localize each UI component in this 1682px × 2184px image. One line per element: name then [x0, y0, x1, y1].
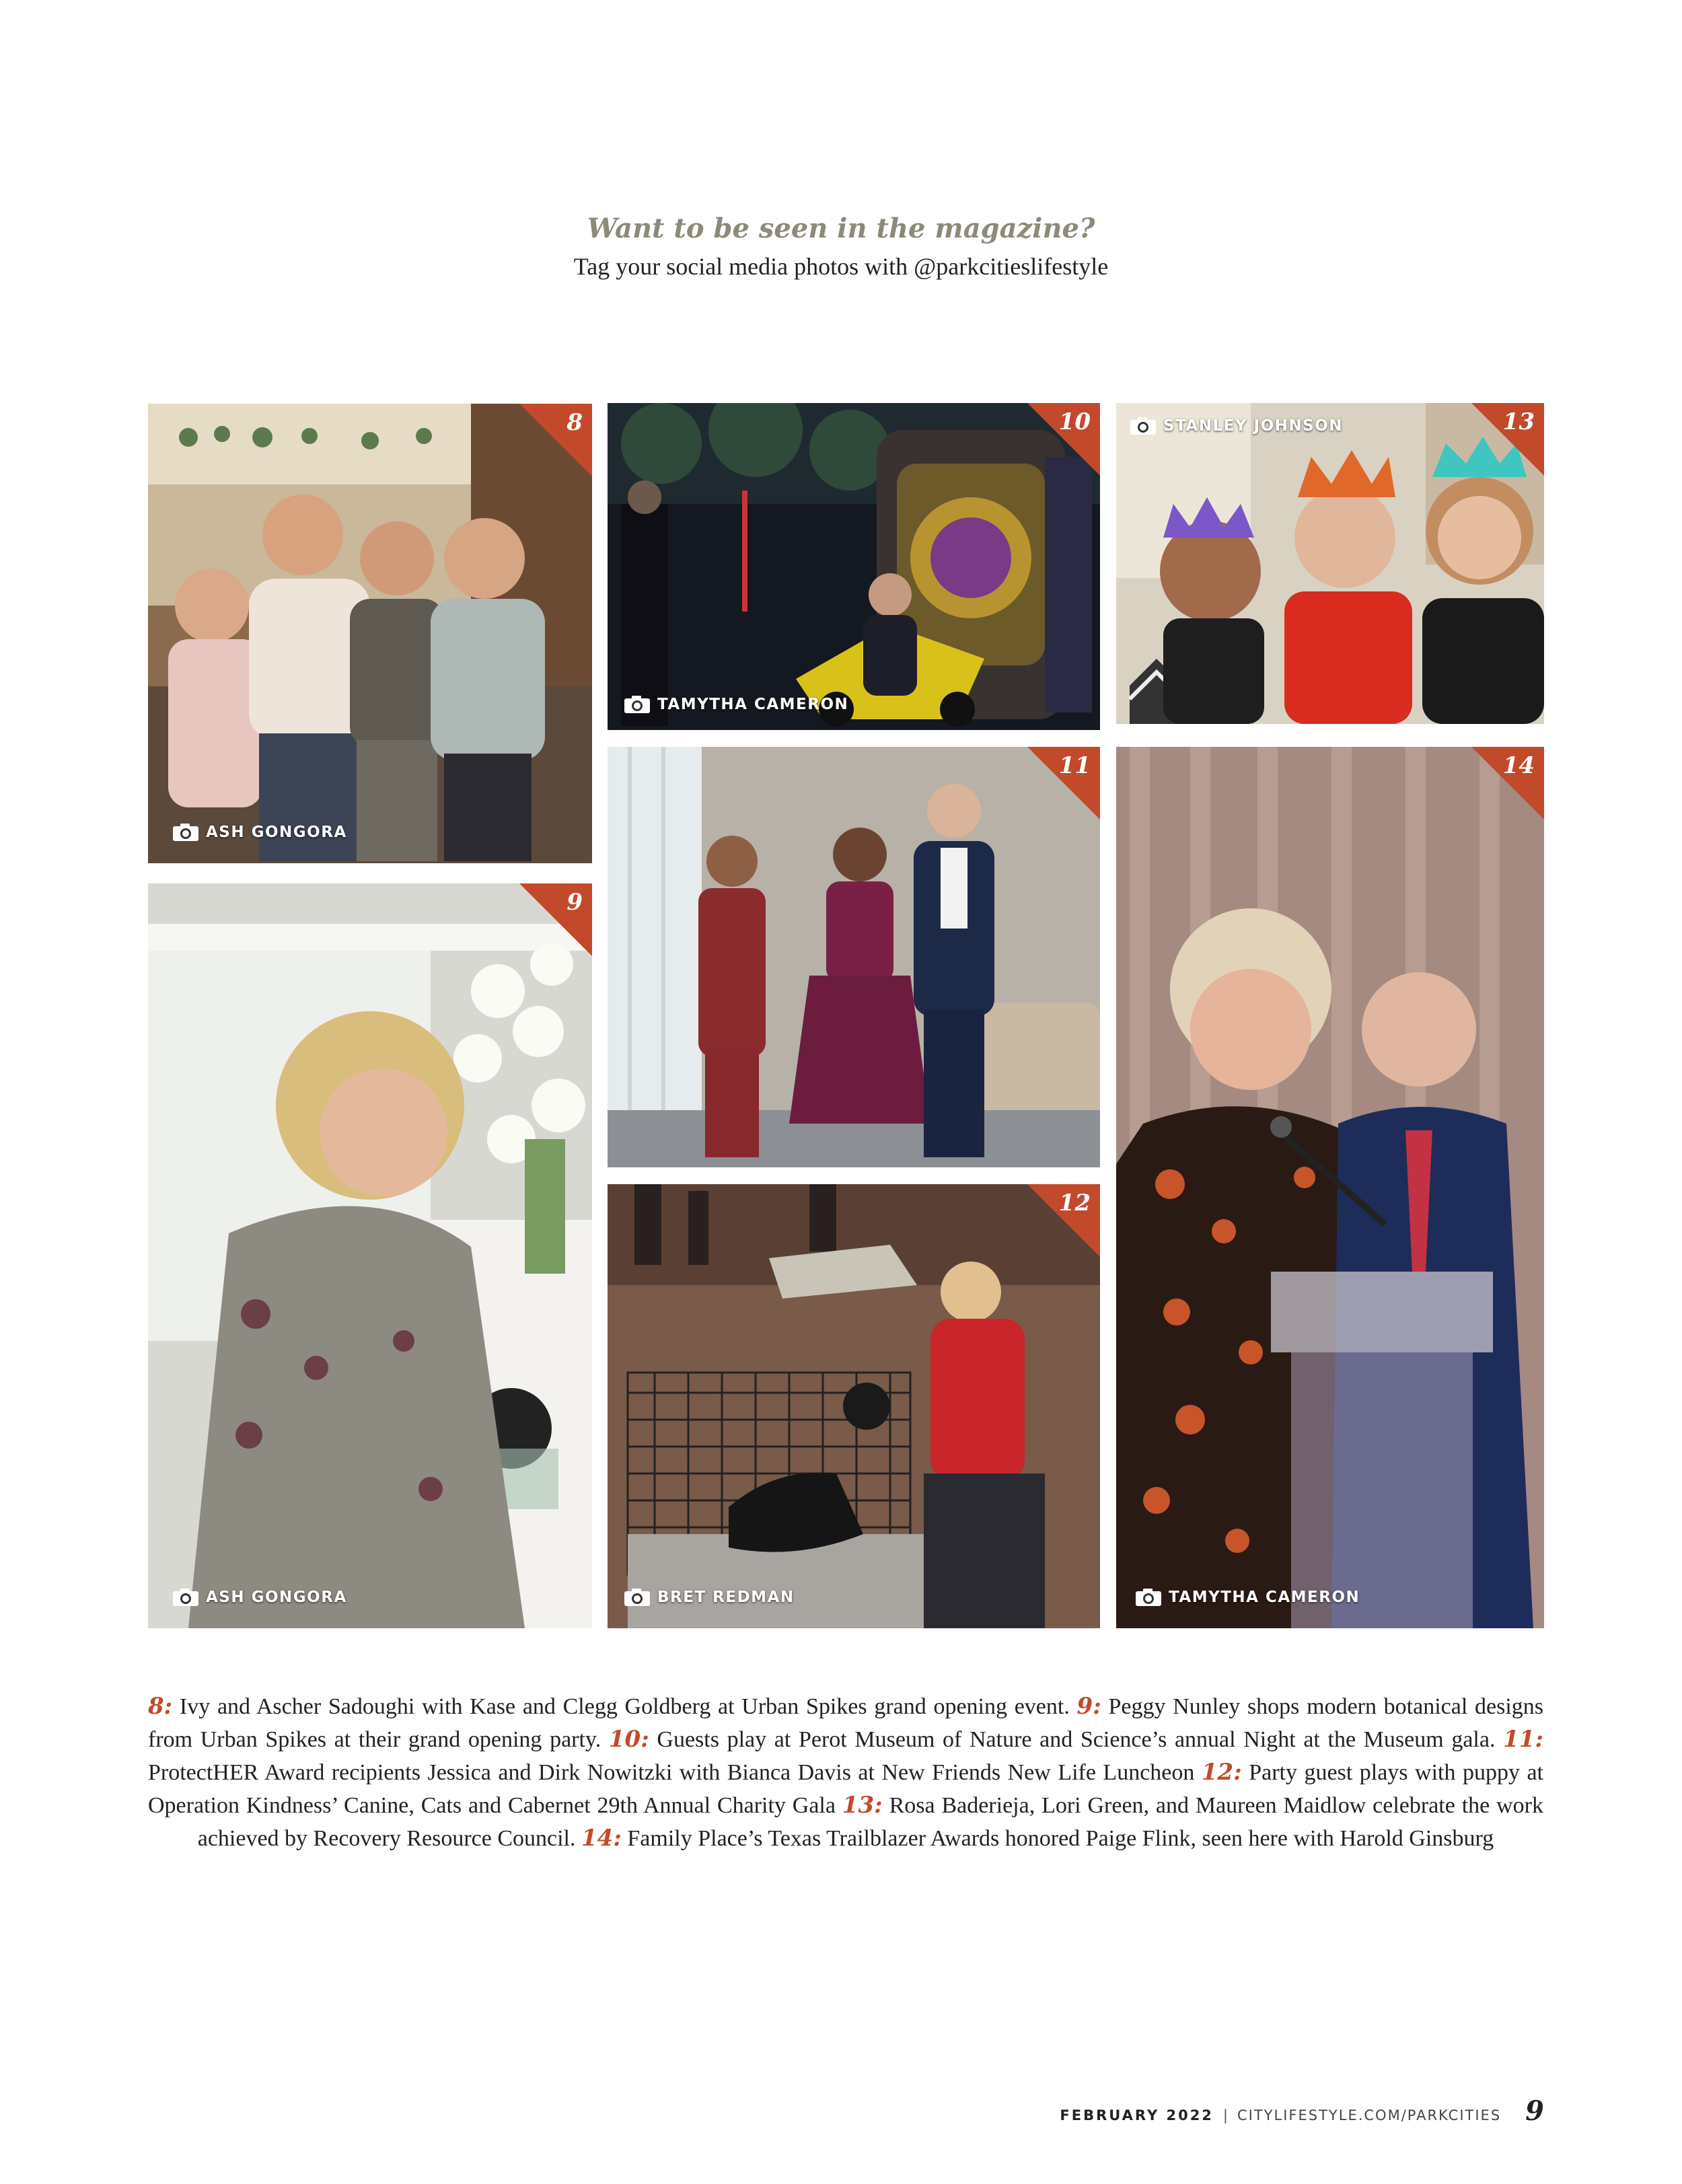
photo-13-credit-text: STANLEY JOHNSON — [1163, 417, 1344, 435]
photo-8-credit-text: ASH GONGORA — [206, 824, 347, 841]
caption-label-11: 11: — [1503, 1726, 1543, 1753]
caption-text-9: Peggy Nunley shops modern botanical designs from Urban Spikes at their grand opening party. — [148, 1694, 1543, 1752]
website-url[interactable]: CITYLIFESTYLE.COM/PARKCITIES — [1237, 2107, 1502, 2123]
camera-icon — [172, 823, 199, 842]
caption-text-14: Family Place’s Texas Trailblazer Awards honored Paige Flink, seen here with Harold Ginsburg — [621, 1826, 1494, 1851]
caption-label-8: 8: — [148, 1693, 173, 1720]
photo-10-image — [608, 403, 1100, 730]
photo-9 — [148, 883, 592, 1628]
photo-13-credit — [1130, 416, 1343, 435]
photo-8-number: 8 — [566, 409, 583, 436]
page-number: 9 — [1525, 2095, 1544, 2127]
photo-12-credit-text: BRET REDMAN — [657, 1589, 795, 1606]
photo-8 — [148, 404, 592, 863]
photo-12-number: 12 — [1058, 1190, 1091, 1216]
tagline: Want to be seen in the magazine? — [587, 213, 1095, 244]
photo-12-credit — [624, 1588, 795, 1607]
caption-label-14: 14: — [581, 1825, 622, 1852]
camera-icon — [172, 1588, 199, 1607]
caption-label-10: 10: — [608, 1726, 649, 1753]
camera-icon — [1135, 1588, 1162, 1607]
photo-captions — [148, 1690, 1543, 1855]
photo-9-image — [148, 883, 592, 1628]
caption-label-9: 9: — [1076, 1693, 1101, 1720]
camera-icon — [1130, 416, 1157, 435]
photo-14 — [1116, 747, 1544, 1628]
photo-14-image — [1116, 747, 1544, 1628]
photo-9-credit-text: ASH GONGORA — [206, 1589, 347, 1606]
caption-text-11: ProtectHER Award recipients Jessica and Dirk Nowitzki with Bianca Davis at New Friends New Life Luncheon — [148, 1760, 1202, 1785]
photo-13 — [1116, 403, 1544, 724]
photo-14-number: 14 — [1502, 752, 1535, 779]
photo-14-credit — [1135, 1588, 1360, 1607]
photo-12-image — [608, 1184, 1100, 1628]
photo-13-number: 13 — [1502, 408, 1535, 435]
issue-date: FEBRUARY 2022 — [1060, 2107, 1214, 2123]
photo-11-image — [608, 747, 1100, 1167]
photo-10-credit-text: TAMYTHA CAMERON — [657, 696, 849, 713]
caption-label-12: 12: — [1201, 1759, 1242, 1786]
caption-text-8: Ivy and Ascher Sadoughi with Kase and Clegg Goldberg at Urban Spikes grand opening event. — [172, 1694, 1077, 1719]
photo-10-credit — [624, 695, 848, 714]
photo-12 — [608, 1184, 1100, 1628]
footer-separator: | — [1222, 2107, 1228, 2123]
photo-9-number: 9 — [566, 889, 583, 916]
photo-14-credit-text: TAMYTHA CAMERON — [1169, 1589, 1360, 1606]
photo-9-credit — [172, 1588, 347, 1607]
photo-11 — [608, 747, 1100, 1167]
page-header — [0, 210, 1682, 284]
photo-10 — [608, 403, 1100, 730]
caption-text-10: Guests play at Perot Museum of Nature and Science’s annual Night at the Museum gala. — [649, 1727, 1504, 1752]
camera-icon — [624, 1588, 651, 1607]
caption-text-13: Rosa Baderieja, Lori Green, and Maureen Maidlow celebrate the work achieved by Recovery Resource Council. — [197, 1793, 1543, 1851]
camera-icon — [624, 695, 651, 714]
photo-11-number: 11 — [1058, 752, 1091, 779]
hashtag-instruction: Tag your social media photos with @parkcitieslifestyle — [573, 253, 1109, 280]
photo-10-number: 10 — [1058, 408, 1091, 435]
page-footer — [1060, 2095, 1544, 2127]
photo-8-credit — [172, 823, 347, 842]
caption-label-13: 13: — [842, 1792, 883, 1819]
caption-text-12: Party guest plays with puppy at Operation Kindness’ Canine, Cats and Cabernet 29th Annual Charity Gala — [148, 1760, 1543, 1818]
